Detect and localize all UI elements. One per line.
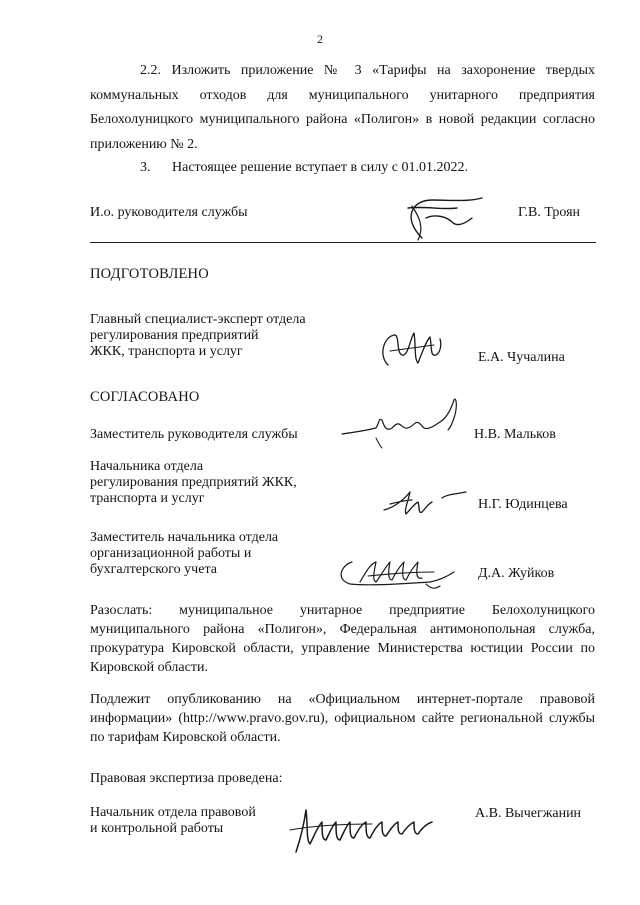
prepared-heading: ПОДГОТОВЛЕНО (90, 266, 209, 282)
publication-text: Подлежит опубликованию на «Официальном интернет-портале правовой информации» (http://www.pravo.gov.ru), официальном сайте региональной службы по тарифам Кировской области. (90, 692, 595, 745)
agreed-signer-1-signature (336, 392, 471, 454)
agreed-signer-1-position: Заместитель руководителя службы (90, 427, 298, 442)
clause-3 (140, 160, 468, 176)
distribution-text: Разослать: муниципальное унитарное предприятие Белохолуницкого муниципального района «Полигон», Федеральная антимонопольная служба, прокуратура Кировской области, управление Министерства юстиции России по Кировской области. (90, 603, 595, 675)
prepared-position (90, 312, 306, 360)
position-line: ЖКК, транспорта и услуг (90, 344, 243, 359)
prepared-name: Е.А. Чучалина (478, 350, 565, 365)
legal-review-position (90, 805, 256, 837)
position-line: Заместитель начальника отдела (90, 530, 279, 545)
position-line: организационной работы и (90, 546, 252, 561)
agreed-signer-3-signature (330, 550, 475, 598)
position-line: Начальник отдела правовой (90, 805, 256, 820)
clause-3-number: 3. (140, 160, 151, 175)
head-position: И.о. руководителя службы (90, 205, 248, 220)
position-line: бухгалтерского учета (90, 562, 217, 577)
legal-review-signature (282, 800, 447, 860)
legal-review-name: А.В. Вычегжанин (475, 806, 582, 821)
position-line: транспорта и услуг (90, 491, 205, 506)
position-line: Главный специалист-эксперт отдела (90, 312, 306, 327)
clause-3-text: Настоящее решение вступает в силу с 01.01.2022. (172, 160, 468, 175)
agreed-signer-2-name: Н.Г. Юдинцева (478, 497, 568, 512)
position-line: и контрольной работы (90, 821, 224, 836)
agreed-signer-2-signature (378, 480, 473, 520)
page-number: 2 (317, 32, 323, 46)
agreed-signer-1-name: Н.В. Мальков (474, 427, 556, 442)
agreed-signer-2-position (90, 459, 297, 507)
agreed-signer-3-name: Д.А. Жуйков (478, 566, 555, 581)
agreed-signer-3-position (90, 530, 278, 578)
agreed-heading: СОГЛАСОВАНО (90, 389, 200, 405)
position-line: регулирования предприятий (90, 328, 259, 343)
position-line: регулирования предприятий ЖКК, (90, 475, 297, 490)
head-name: Г.В. Троян (518, 205, 581, 220)
prepared-signature (370, 325, 450, 370)
head-signature (372, 188, 502, 243)
clause-2-2: 2.2. Изложить приложение № 3 «Тарифы на захоронение твердых коммунальных отходов для муниципального унитарного предприятия Белохолуницкого муниципального района «Полигон» в новой редакции согласно приложению № 2. (90, 63, 595, 152)
position-line: Начальника отдела (90, 459, 204, 474)
separator-line (90, 242, 596, 243)
legal-review-note: Правовая экспертиза проведена: (90, 771, 283, 786)
